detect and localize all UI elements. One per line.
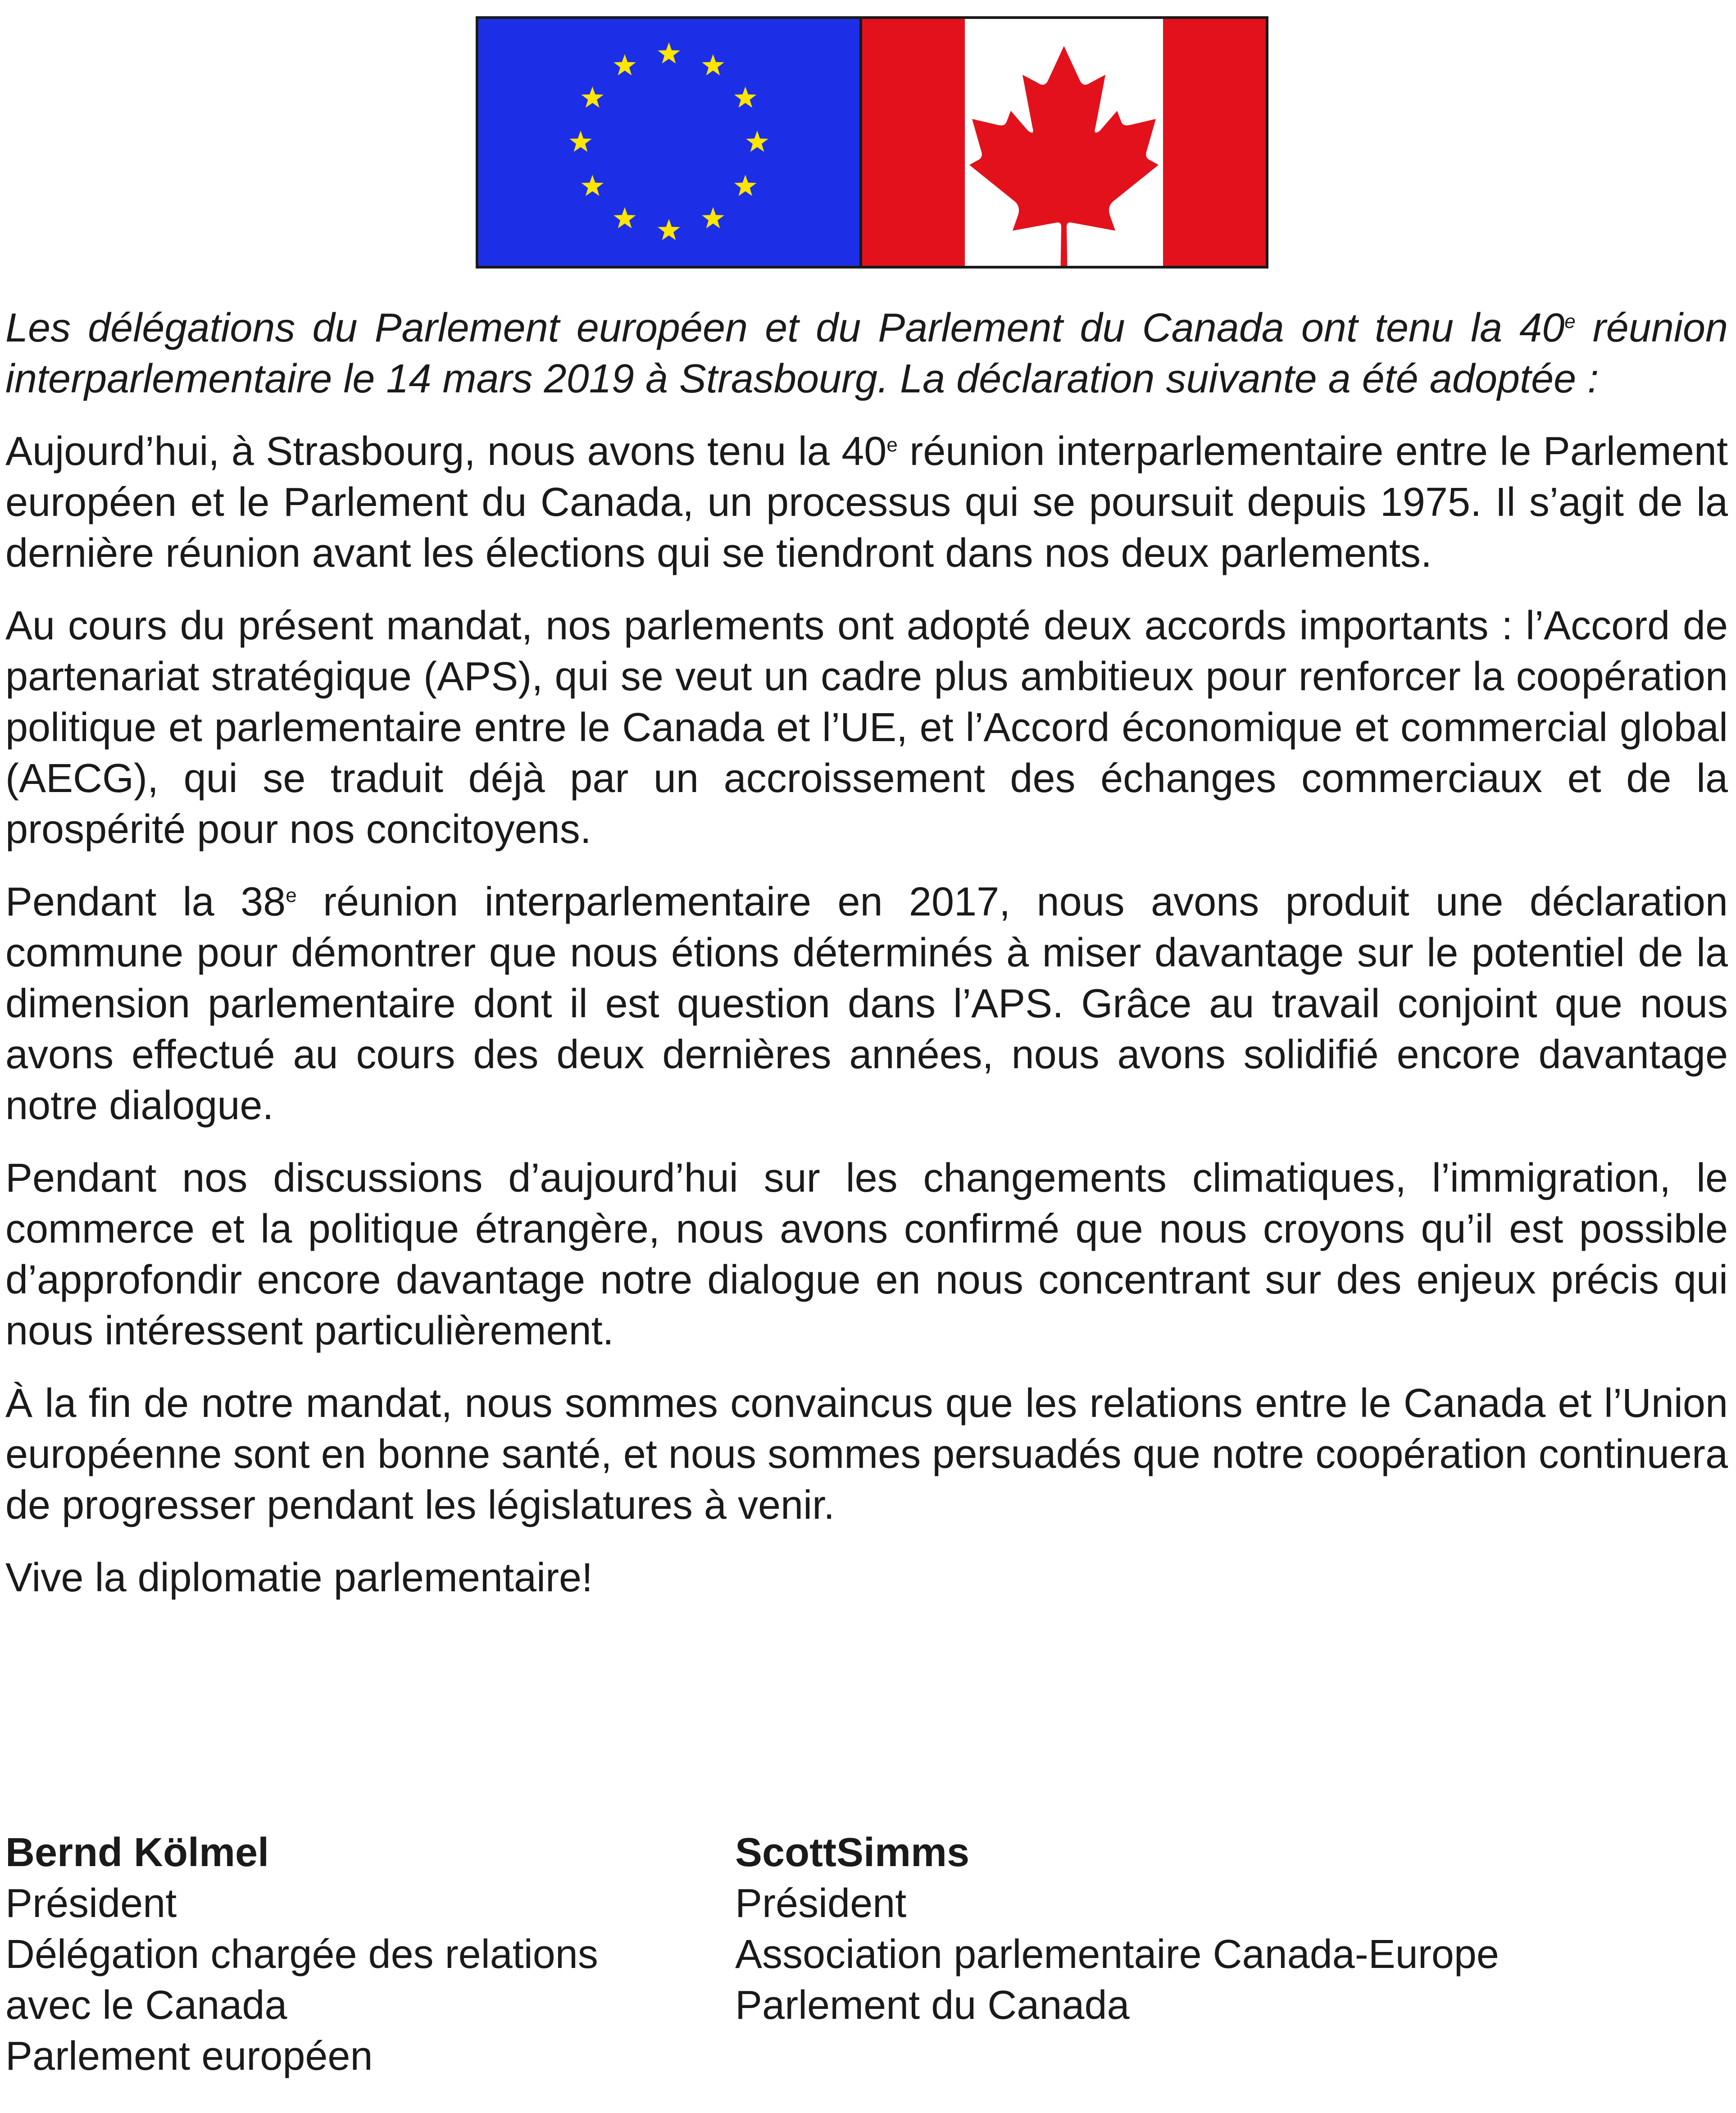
- signatory-org-line: avec le Canada: [5, 1983, 287, 2028]
- canada-flag-left-band: [862, 19, 965, 266]
- canada-flag: [859, 16, 1268, 269]
- signature-block: [5, 1827, 1728, 2082]
- paragraph-3: [5, 877, 1728, 1131]
- paragraph-1-superscript: e: [886, 434, 898, 456]
- signature-left: [5, 1827, 735, 2082]
- signature-right: [735, 1827, 1636, 2082]
- paragraph-6: Vive la diplomatie parlementaire!: [5, 1555, 593, 1600]
- intro-paragraph: [5, 303, 1728, 405]
- eu-flag-graphic: [478, 19, 859, 266]
- paragraph-4: Pendant nos discussions d’aujourd’hui sur les changements climatiques, l’immigration, le commerce et la politique étrangère, nous avons confirmé que nous croyons qu’il est possible d’approfondir encore davantage notre dialogue en nous concentrant sur des enjeux précis qui nous intéressent particulièrement.: [5, 1156, 1728, 1353]
- signatory-name: ScottSimms: [735, 1830, 970, 1875]
- paragraph-5: À la fin de notre mandat, nous sommes convaincus que les relations entre le Canada et l’Union européenne sont en bonne santé, et nous sommes persuadés que notre coopération continuera de progresser pendant les législatures à venir.: [5, 1381, 1728, 1528]
- paragraph-2: Au cours du présent mandat, nos parlements ont adopté deux accords importants : l’Accord de partenariat stratégique (APS), qui se veut un cadre plus ambitieux pour renforcer la coopération politique et parlementaire entre le Canada et l’UE, et l’Accord économique et commercial global (AECG), qui se traduit déjà par un accroissement des échanges commerciaux et de la prospérité pour nos concitoyens.: [5, 603, 1728, 852]
- signatory-title: Président: [735, 1881, 907, 1926]
- signatory-org-line: Délégation chargée des relations: [5, 1932, 598, 1977]
- signatory-title: Président: [5, 1881, 177, 1926]
- paragraph-3-superscript: e: [286, 884, 297, 906]
- intro-text-part1: Les délégations du Parlement européen et du Parlement du Canada ont tenu la 40: [5, 305, 1565, 351]
- maple-leaf-icon: [969, 46, 1159, 266]
- flags-banner: [476, 16, 1268, 269]
- paragraph-1-part1: Aujourd’hui, à Strasbourg, nous avons tenu la 40: [5, 429, 887, 474]
- declaration-body: [5, 303, 1728, 1625]
- intro-superscript: e: [1564, 310, 1576, 332]
- canada-flag-graphic: [862, 19, 1266, 266]
- paragraph-3-part1: Pendant la 38: [5, 879, 286, 924]
- signatory-org-line: Parlement européen: [5, 2034, 373, 2079]
- signatory-org-line: Parlement du Canada: [735, 1983, 1130, 2028]
- intro-text-part2: réunion interparlementaire le 14 mars 2019 à Strasbourg. La déclaration suivante a été adoptée :: [5, 305, 1728, 401]
- signatory-org-line: Association parlementaire Canada-Europe: [735, 1932, 1499, 1977]
- eu-flag: [476, 16, 859, 269]
- paragraph-1-part2: réunion interparlementaire entre le Parlement européen et le Parlement du Canada, un processus qui se poursuit depuis 1975. Il s’agit de la dernière réunion avant les élections qui se tiendront dans nos deux parlements.: [5, 429, 1728, 576]
- paragraph-1: [5, 426, 1728, 579]
- canada-flag-right-band: [1163, 19, 1266, 266]
- paragraph-3-part2: réunion interparlementaire en 2017, nous avons produit une déclaration commune pour démontrer que nous étions déterminés à miser davantage sur le potentiel de la dimension parlementaire dont il est question dans l’APS. Grâce au travail conjoint que nous avons effectué au cours des deux dernières années, nous avons solidifié encore davantage notre dialogue.: [5, 879, 1728, 1128]
- signatory-name: Bernd Kölmel: [5, 1830, 269, 1875]
